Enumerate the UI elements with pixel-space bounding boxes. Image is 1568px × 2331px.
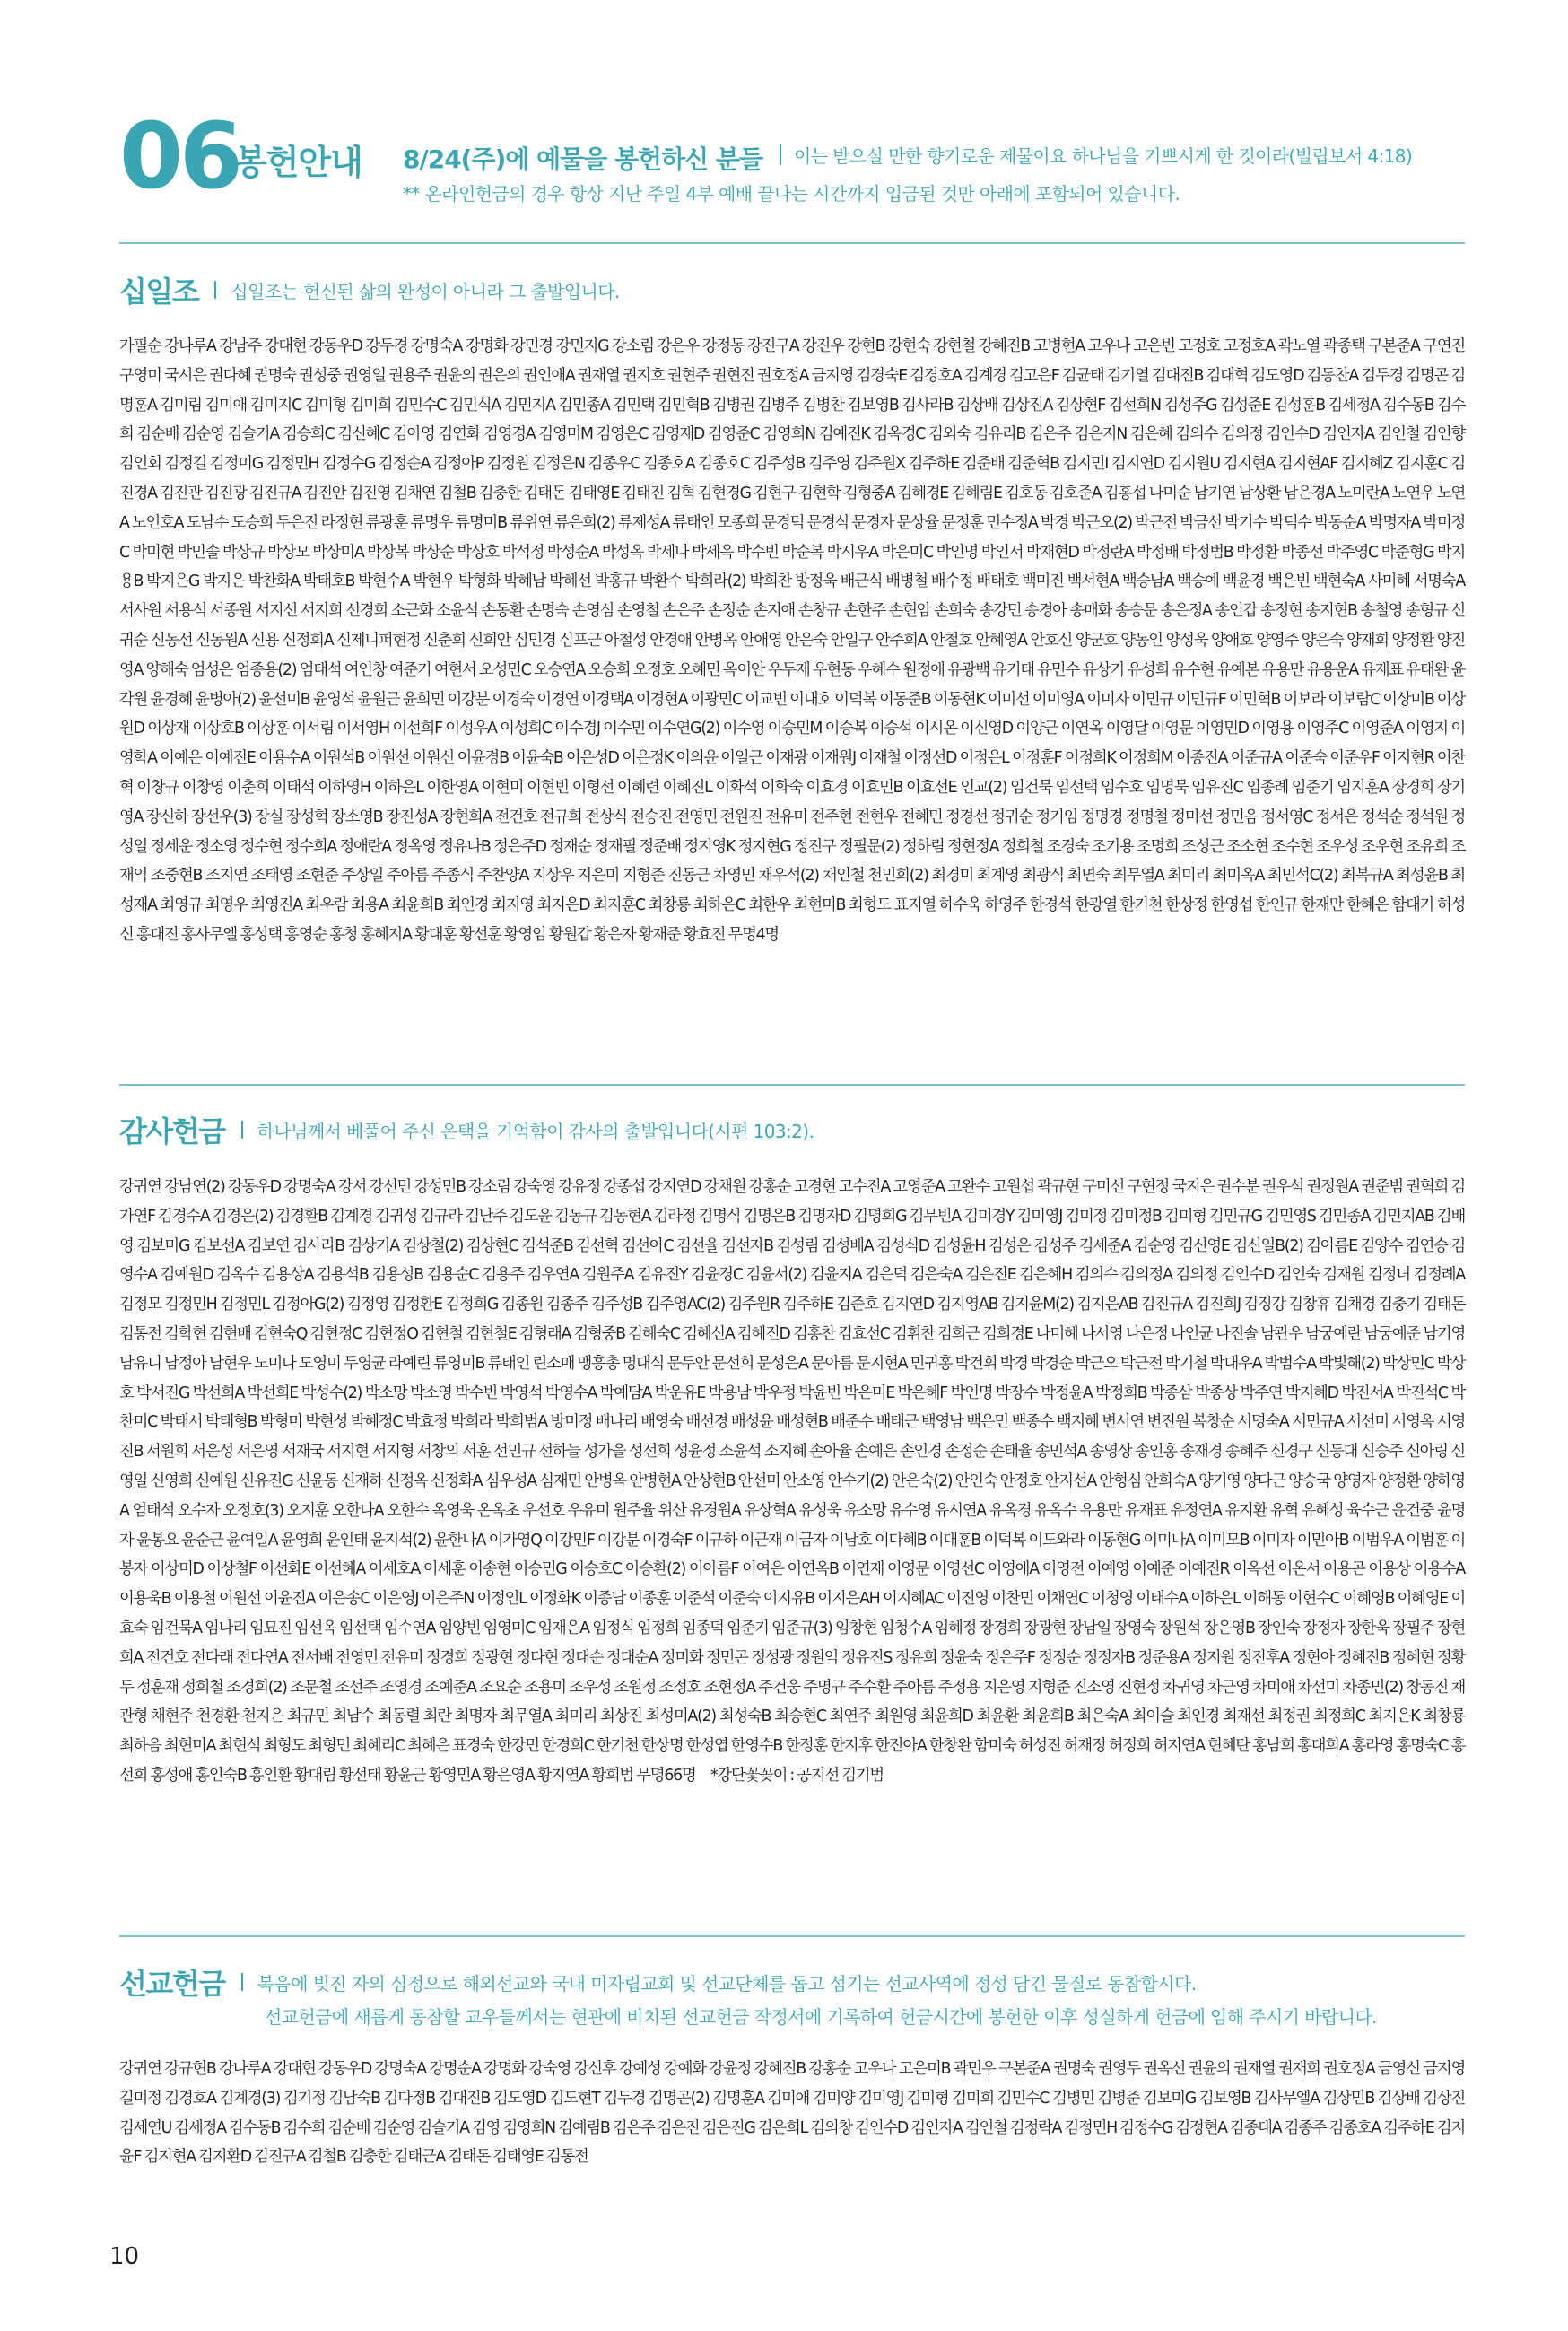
- flower-credit: *강단꽃꽂이 : 공지선 김기범: [710, 1766, 884, 1785]
- section-number: 06: [119, 103, 240, 210]
- section-title: 봉헌안내: [234, 143, 362, 182]
- mission-heading: [119, 1961, 1197, 2003]
- heading-divider: [214, 281, 216, 299]
- heading-divider: [241, 1973, 243, 1991]
- divider-line: [119, 1084, 1465, 1086]
- mission-description: 복음에 빚진 자의 심정으로 해외선교와 국내 미자립교회 및 선교단체를 돕고 섬기는 선교사역에 정성 담긴 물질로 동참합시다.: [257, 1972, 1197, 1995]
- thanks-heading: [119, 1109, 814, 1150]
- heading-divider: [241, 1121, 243, 1139]
- header-note: ** 온라인헌금의 경우 항상 지난 주일 4부 예배 끝나는 시간까지 입금된 것만 아래에 포함되어 있습니다.: [403, 183, 1180, 205]
- header-subtitle: 8/24(주)에 예물을 봉헌하신 분들: [403, 144, 763, 174]
- header-divider: [780, 144, 781, 165]
- page-header: [119, 103, 1474, 215]
- tithe-names: 가필순 강나루A 강남주 강대현 강동우D 강두경 강명숙A 강명화 강민경 강민지G 강소림 강은우 강정동 강진구A 강진우 강현B 강현숙 강현철 강혜진B 고병현A 고우나 고은빈 고정호 고정호A 곽노열 곽종택 구본준A 구연진 구영미 국시은 권다혜 권명숙 권성중 권영일 권용주 권윤의 권은의 권인애A 권재열 권지호 권현주 권현진 권호정A 금지영 김경숙E 김경호A 김계경 김고은F 김균태 김기열 김대진B 김대혁 김도영D 김동찬A 김두경 김명곤 김명훈A 김미림 김미애 김미지C 김미형 김미희 김민수C 김민식A 김민지A 김민종A 김민택 김민혁B 김병권 김병주 김병찬 김보영B 김사라B 김상배 김상진A 김상현F 김선희N 김성주G 김성준E 김성훈B 김세정A 김수동B 김수희 김순배 김순영 김슬기A 김승희C 김신혜C 김아영 김연화 김영경A 김영미M 김영은C 김영재D 김영준C 김영희N 김예진K 김옥경C 김외숙 김유리B 김은주 김은지N 김은혜 김의수 김의정 김인수D 김인자A 김인철 김인향 김인회 김정길 김정미G 김정민H 김정수G 김정순A 김정아P 김정원 김정은N 김종우C 김종호A 김종호C 김주성B 김주영 김주원X 김주하E 김준배 김준혁B 김지민I 김지연D 김지원U 김지현A 김지현AF 김지혜Z 김지훈C 김진경A 김진관 김진광 김진규A 김진안 김진영 김채연 김철B 김충한 김태돈 김태영E 김태진 김혁 김현경G 김현구 김현학 김형중A 김혜경E 김혜림E 김호동 김호준A 김홍섭 나미순 남기연 남상환 남은경A 노미란A 노연우 노연A 노인호A 도남수 도승희 두은진 라정현 류광훈 류명우 류명미B 류위연 류은희(2) 류제성A 류태인 모종희 문경덕 문경식 문경자 문상율 문정훈 민수정A 박경 박근오(2) 박근전 박금선 박기수 박덕수 박동순A 박명자A 박미정C 박미현 박민솔 박상규 박상모 박상미A 박상복 박상순 박상호 박석정 박성순A 박성옥 박세나 박세옥 박수빈 박순복 박시우A 박은미C 박인명 박인서 박재현D 박정란A 박정배 박정범B 박정환 박종선 박주영C 박준형G 박지용B 박지은G 박지은 박찬화A 박태호B 박현수A 박현우 박형화 박혜남 박혜선 박홍규 박환수 박희라(2) 박희찬 방정욱 배근식 배병철 배수정 배태호 백미진 백서현A 백승남A 백승예 백윤경 백은빈 백현숙A 사미혜 서명숙A 서사원 서용석 서종원 서지선 서지희 선경희 소근화 소윤석 손동환 손명숙 손영심 손영철 손은주 손정순 손지애 손창규 손한주 손현암 손희숙 송강민 송경아 송매화 송승문 송은정A 송인갑 송정현 송지현B 송철영 송형규 신귀순 신동선 신동원A 신용 신정희A 신제니퍼현정 신춘희 신희안 심민경 심프근 아철성 안경애 안병옥 안애영 안은숙 안일구 안주희A 안철호 안혜영A 안호신 양군호 양동인 양성욱 양애호 양영주 양은숙 양재희 양정환 양진영A 양해숙 엄성은 엄종용(2) 엄태석 여인창 여준기 여현서 오성민C 오승연A 오승희 오정호 오혜민 옥이안 우두제 우현동 우혜수 원정애 유광백 유기태 유민수 유상기 유성희 유수현 유예본 유용만 유용운A 유재표 유태완 윤각원 윤경혜 윤병아(2) 윤선미B 윤영석 윤원근 윤희민 이강분 이경숙 이경연 이경택A 이경현A 이광민C 이교빈 이내호 이덕복 이동준B 이동현K 이미선 이미영A 이미자 이민규 이민규F 이민혁B 이보라 이보람C 이상미B 이상원D 이상재 이상호B 이상훈 이서림 이서영H 이선희F 이성우A 이성희C 이수경J 이수민 이수연G(2) 이수영 이승민M 이승복 이승석 이시온 이신영D 이양근 이연옥 이영달 이영문 이영민D 이영용 이영주C 이영준A 이영지 이영학A 이예은 이예진E 이용수A 이원석B 이원선 이원신 이윤경B 이윤숙B 이은성D 이은정K 이의윤 이일근 이재광 이재원J 이재철 이정선D 이정은L 이정훈F 이정희K 이정희M 이종진A 이준규A 이준숙 이준우F 이지현R 이찬혁 이창규 이창영 이춘희 이태석 이하영H 이하은L 이한영A 이현미 이현빈 이형선 이혜련 이혜진L 이화석 이화숙 이효경 이효민B 이효선E 인교(2) 임건묵 임선택 임수호 임명묵 임유진C 임종례 임준기 임지훈A 장경희 장기영A 장신하 장선우(3) 장실 장성혁 장소영B 장진성A 장현희A 전건호 전규희 전상식 전승진 전영민 전원진 전유미 전주현 전현우 전혜민 정경선 정귀순 정기임 정명경 정명철 정미선 정민음 정서영C 정서은 정석순 정석원 정성일 정세운 정소영 정수현 정수희A 정애란A 정옥영 정유나B 정은주D 정재순 정재필 정준배 정지영K 정지현G 정진구 정필문(2) 정하림 정현정A 정희철 조경숙 조기용 조명희 조성근 조소현 조수현 조우성 조우현 조유희 조재익 조중현B 조지연 조태영 조현준 주상일 주아름 주종식 주찬양A 지상우 지은미 지형준 진동근 차영민 채우석(2) 채인철 천민희(2) 최경미 최계영 최광식 최면숙 최무열A 최미리 최미옥A 최민석C(2) 최복규A 최성윤B 최성재A 최영규 최영우 최영진A 최우람 최용A 최윤희B 최인경 최지영 최지은D 최지훈C 최창룡 최하은C 최한우 최현미B 최형도 표지열 하수욱 하영주 한경석 한광열 한기천 한상정 한영섭 한인규 한재만 한혜은 함대기 허성신 홍대진 홍사무엘 홍성택 홍영순 홍청 홍혜지A 황대훈 황선훈 황영임 황원갑 황은자 황재준 황효진 무명4명: [119, 337, 1465, 944]
- tithe-heading: [119, 269, 620, 310]
- thanks-title: 감사헌금: [119, 1114, 225, 1148]
- tithe-title: 십일조: [119, 275, 199, 309]
- thanks-names: [119, 1173, 1465, 1791]
- mission-description-2: 선교헌금에 새롭게 동참할 교우들께서는 현관에 비치된 선교헌금 작정서에 기록하여 헌금시간에 봉헌한 이후 성실하게 헌금에 임해 주시기 바랍니다.: [265, 2006, 1377, 2028]
- header-verse: 이는 받으실 만한 향기로운 제물이요 하나님을 기쁘시게 한 것이라(빌립보서 4:18): [794, 145, 1413, 167]
- divider-line: [119, 1935, 1465, 1937]
- tithe-description: 십일조는 헌신된 삶의 완성이 아니라 그 출발입니다.: [231, 280, 620, 302]
- thanks-names-list: 강귀연 강남연(2) 강동우D 강명숙A 강서 강선민 강성민B 강소림 강숙영 강유정 강종섭 강지연D 강채원 강홍순 고경현 고수진A 고영준A 고완수 고원섭 곽규현 구미선 구현정 국지은 권수분 권우석 권정원A 권준범 권혁희 김가연F 김경수A 김경은(2) 김경환B 김계경 김귀성 김규라 김난주 김도윤 김동규 김동현A 김라정 김명식 김명은B 김명자D 김명희G 김무빈A 김미경Y 김미영J 김미정 김미정B 김미형 김민규G 김민영S 김민종A 김민지AB 김배영 김보미G 김보선A 김보연 김사라B 김상기A 김상철(2) 김상현C 김석준B 김선혁 김선아C 김선율 김선자B 김성림 김성배A 김성식D 김성윤H 김성은 김성주 김세준A 김순영 김신영E 김신일B(2) 김아름E 김양수 김연승 김영수A 김예원D 김옥수 김용상A 김용석B 김용성B 김용순C 김용주 김우연A 김원주A 김유진Y 김윤경C 김윤서(2) 김윤지A 김은덕 김은숙A 김은진E 김은혜H 김의수 김의정A 김의정 김인수D 김인숙 김재원 김정녀 김정례A 김정모 김정민H 김정민L 김정아G(2) 김정영 김정환E 김정희G 김종원 김종주 김주성B 김주영AC(2) 김주원R 김주하E 김준호 김지연D 김지영AB 김지윤M(2) 김지은AB 김진규A 김진희J 김징강 김창휴 김채경 김충기 김태돈 김통전 김학현 김현배 김현숙Q 김현정C 김현정O 김현철 김현철E 김형래A 김형중B 김혜숙C 김혜신A 김혜진D 김홍찬 김효선C 김휘찬 김희근 김희경E 나미혜 나서영 나은정 나인균 나진솔 남관우 남궁예란 남궁예준 남기영 남유니 남정아 남현우 노미나 도영미 두영균 라예린 류영미B 류태인 린소매 맹흥총 명대식 문두안 문선희 문성은A 문아름 문지현A 민귀홍 박건휘 박경 박경순 박근오 박근전 박기철 박대우A 박범수A 박빛해(2) 박상민C 박상호 박서진G 박선희A 박선희E 박성수(2) 박소망 박소영 박수빈 박영석 박영수A 박예담A 박운유E 박용남 박우정 박윤빈 박은미E 박은혜F 박인명 박장수 박정윤A 박정희B 박종삼 박종상 박주연 박지혜D 박진서A 박진석C 박찬미C 박태서 박태형B 박형미 박현성 박혜정C 박효정 박희라 박희범A 방미정 배나리 배영숙 배선경 배성윤 배성현B 배준수 배태근 백영남 백은민 백종수 백지혜 변서연 변진원 복창순 서명숙A 서민규A 서선미 서영옥 서영진B 서원희 서은성 서은영 서재국 서지현 서지형 서창의 서훈 선민규 선하늘 성가을 성선희 성윤정 소윤석 소지혜 손아율 손예은 손인경 손정순 손태율 송민석A 송영상 송인홍 송재경 송혜주 신경구 신동대 신승주 신아링 신영일 신영희 신예원 신유진G 신윤동 신재하 신정옥 신정화A 심우성A 심재민 안병옥 안병현A 안상현B 안선미 안소영 안수기(2) 안은숙(2) 안인숙 안정호 안지선A 안형심 안희숙A 양기영 양다근 양승국 양영자 양정환 양하영A 엄태석 오수자 오정호(3) 오지훈 오한나A 오한수 옥영욱 온옥초 우선호 우유미 원주율 위산 유경원A 유상혁A 유성욱 유소망 유수영 유시연A 유옥경 유옥수 유용만 유재표 유정연A 유지환 유혁 유혜성 육수근 윤건중 윤명자 윤봉요 윤순근 윤여일A 윤영희 윤인태 윤지석(2) 윤한나A 이가영Q 이강민F 이강분 이경숙F 이규하 이근재 이금자 이남호 이다혜B 이대훈B 이덕복 이도와라 이동현G 이미나A 이미모B 이미자 이민아B 이범우A 이범훈 이봉자 이상미D 이상철F 이선화E 이선혜A 이세호A 이세훈 이송현 이승민G 이승호C 이승환(2) 이아름F 이여은 이연옥B 이연재 이영문 이영선C 이영애A 이영전 이예영 이예준 이예진R 이옥선 이온서 이용곤 이용상 이용수A 이용욱B 이용철 이원선 이윤진A 이은송C 이은영J 이은주N 이정인L 이정화K 이종남 이종훈 이준석 이준숙 이지유B 이지은AH 이지혜AC 이진영 이찬민 이채연C 이청영 이태수A 이하은L 이해동 이현수C 이혜영B 이혜영E 이효숙 임건묵A 임나리 임묘진 임선옥 임선택 임수연A 임양빈 임영미C 임재은A 임정식 임정희 임종덕 임준기 임준규(3) 임창현 임청수A 임혜정 장경희 장광현 장남일 장영숙 장원석 장은영B 장인숙 장정자 장한욱 장필주 장현희A 전건호 전다래 전다연A 전서배 전영민 전유미 정경희 정광현 정다현 정대순 정대순A 정미화 정민곤 정성광 정원익 정유진S 정유희 정윤숙 정은주F 정정순 정정자B 정준용A 정지원 정진후A 정현아 정혜진B 정혜현 정황두 정훈재 정희철 조경희(2) 조문철 조선주 조영경 조예준A 조요순 조용미 조우성 조원정 조정호 조현정A 주건웅 주명규 주수환 주아름 주정용 지은영 지형준 진소영 진현정 차귀영 차근영 차미애 차선미 차종민(2) 창동진 채관형 채현주 천경환 천지은 최규민 최남수 최동렬 최란 최명자 최무열A 최미리 최상진 최성미A(2) 최성숙B 최승현C 최연주 최원영 최윤희D 최윤환 최윤희B 최은숙A 최이슬 최인경 최재선 최정권 최정희C 최지은K 최창룡 최하음 최현미A 최현석 최형도 최형민 최혜리C 최혜은 표경숙 한강민 한경희C 한기천 한상명 한성엽 한영수B 한정훈 한지후 한진아A 한창완 함미숙 허성진 허재정 허정희 허지연A 현혜탄 홍남희 홍대희A 홍라영 홍명숙C 홍선희 홍성애 홍인숙B 홍인환 황대림 황선태 황윤근 황영민A 황은영A 황지연A 황희범 무명66명: [119, 1178, 1465, 1785]
- mission-title: 선교헌금: [119, 1967, 225, 2001]
- thanks-description: 하나님께서 베풀어 주신 은택을 기억함이 감사의 출발입니다(시편 103:2).: [257, 1120, 814, 1142]
- page-number: 10: [109, 2243, 140, 2270]
- divider-line: [119, 242, 1465, 244]
- mission-names: 강귀연 강규현B 강나루A 강대현 강동우D 강명숙A 강명순A 강명화 강숙영 강신후 강예성 강예화 강윤정 강혜진B 강홍순 고우나 고은미B 곽민우 구본준A 권명숙 권영두 권옥선 권윤의 권재열 권재희 권호정A 금영신 금지영 길미정 김경호A 김계경(3) 김기정 김남숙B 김다정B 김대진B 김도영D 김도현T 김두경 김명곤(2) 김명훈A 김미애 김미양 김미영J 김미형 김미희 김민수C 김병민 김병준 김보미G 김보영B 김사무엘A 김상민B 김상배 김상진 김세연U 김세정A 김수동B 김수희 김순배 김순영 김슬기A 김영 김영희N 김예림B 김은주 김은진 김은진G 김은희L 김의창 김인수D 김인자A 김인철 김정락A 김정민H 김정수G 김정현A 김종대A 김종주 김종호A 김주하E 김지윤F 김지현A 김지환D 김진규A 김철B 김충한 김태근A 김태돈 김태영E 김통전: [119, 2060, 1465, 2167]
